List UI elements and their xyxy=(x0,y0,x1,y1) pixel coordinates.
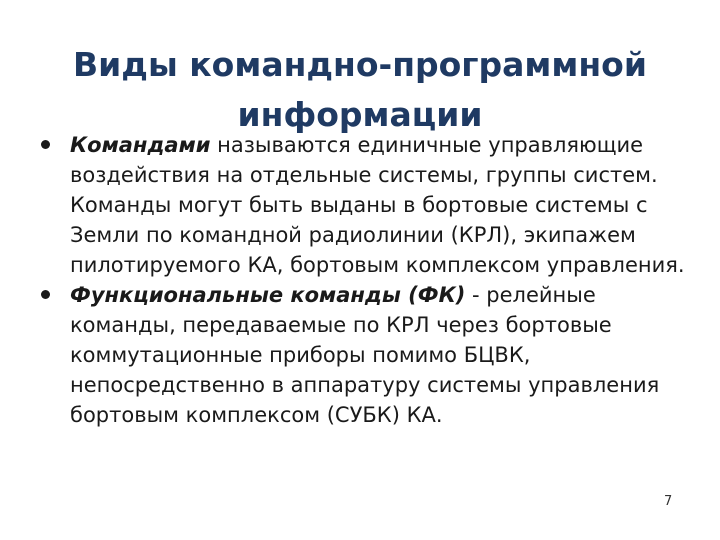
bullet-text: - релейные команды, передаваемые по КРЛ через бортовые коммутационные приборы помимо БЦВК, непосредственно в аппаратуру системы управления бортовым комплексом (СУБК) КА. xyxy=(70,283,660,427)
bullet-text: называются единичные управляющие воздействия на отдельные системы, группы систем. Команды могут быть выданы в бортовые системы с Земли по командной радиолинии (КРЛ), экипажем пилотируемого КА, бортовым комплексом управления. xyxy=(70,133,685,277)
page-number: 7 xyxy=(664,494,673,509)
bullet-item-commands xyxy=(34,130,694,280)
bullet-term: Командами xyxy=(70,133,211,157)
bullet-dot-icon xyxy=(41,140,50,149)
slide-title xyxy=(40,40,680,140)
title-line-1: Виды командно-программной xyxy=(73,45,647,85)
bullet-list xyxy=(34,130,694,430)
bullet-term: Функциональные команды (ФК) xyxy=(70,283,466,307)
bullet-dot-icon xyxy=(41,290,50,299)
title-line-2: информации xyxy=(237,95,483,135)
bullet-item-functional-commands xyxy=(34,280,694,430)
